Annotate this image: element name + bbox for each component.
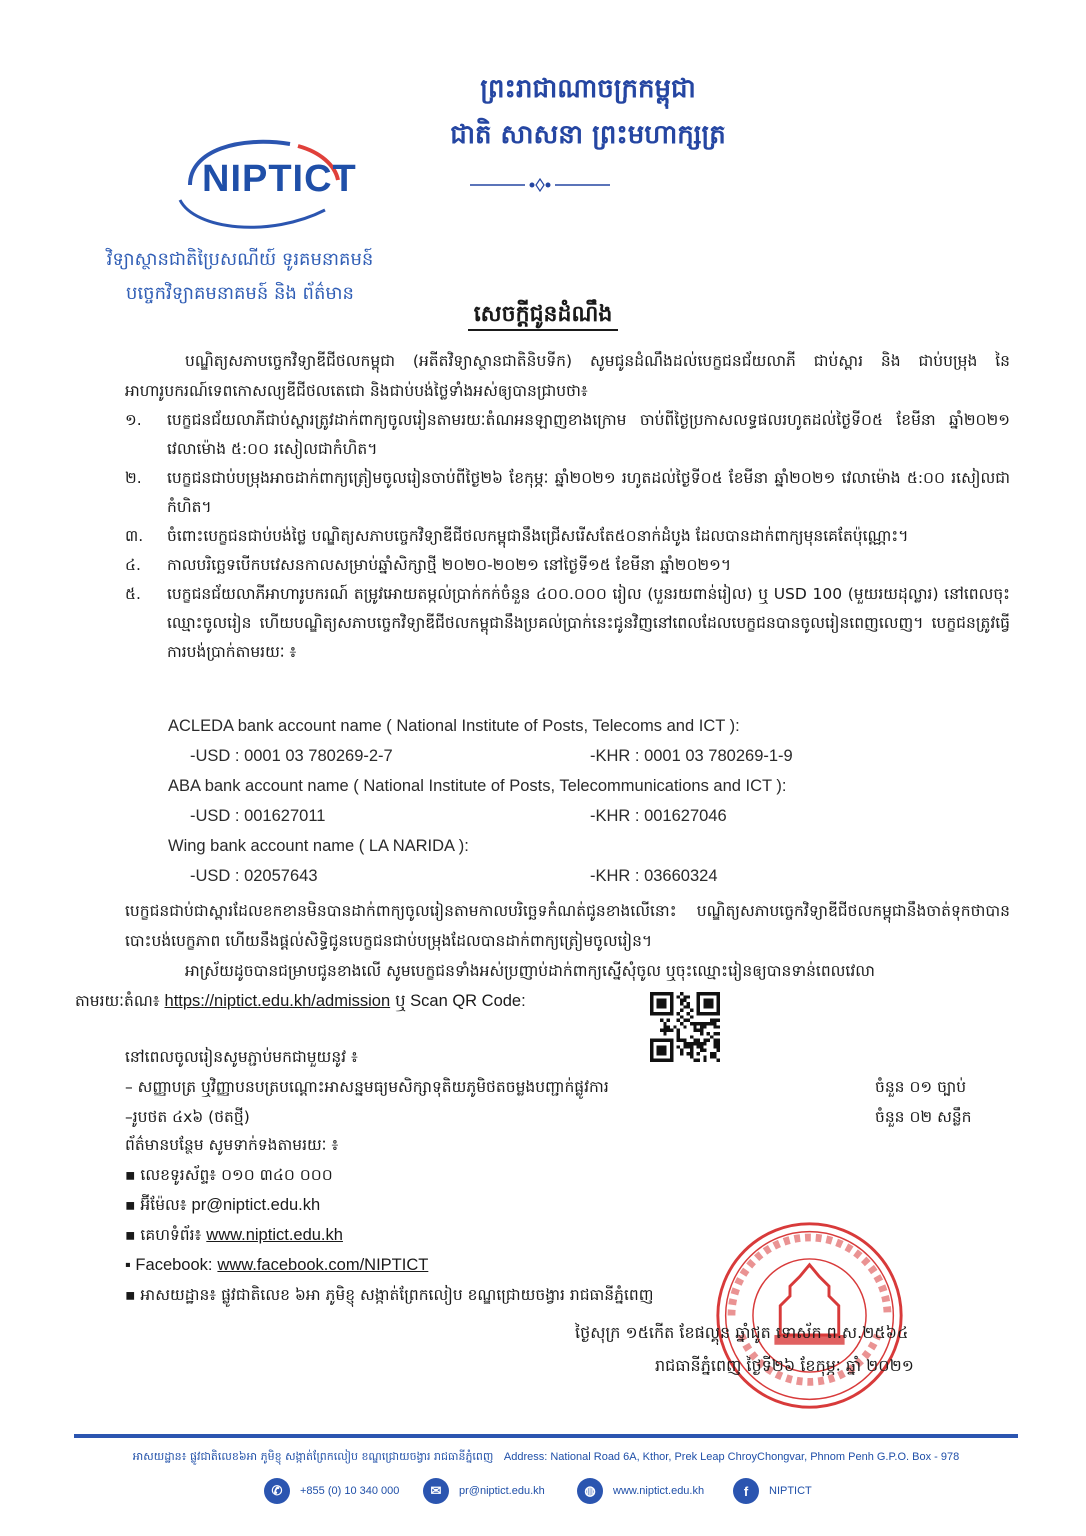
date-lunar: ថ្ងៃសុក្រ ១៥កើត ខែផល្គុន ឆ្នាំជូត ទោស័ក ព.ស.២៥៦៤ — [575, 1323, 909, 1342]
admission-link[interactable]: https://niptict.edu.kh/admission — [164, 992, 391, 1010]
footer-phone[interactable]: ✆ +855 (0) 10 340 000 — [264, 1478, 399, 1504]
logo-text: NIPTICT — [202, 158, 357, 200]
institute-line-2: បច្ចេកវិទ្យាគមនាគមន៍ និង ព័ត៌មាន — [126, 283, 354, 304]
aba-title: ABA bank account name ( National Institute of Posts, Telecommunications and ICT ): — [168, 777, 787, 795]
date-solar: រាជធានីភ្នំពេញ ថ្ងៃទី២៦ ខែកុម្ភៈ ឆ្នាំ ២០២១ — [655, 1356, 914, 1375]
requirements-intro: នៅពេលចូលរៀនសូមភ្ជាប់មកជាមួយនូវ ៖ — [125, 1048, 358, 1066]
contact-email: ▪ អ៊ីម៉ែល៖ pr@niptict.edu.kh — [125, 1196, 321, 1214]
mail-icon: ✉ — [423, 1478, 449, 1504]
official-seal-stamp — [712, 1218, 907, 1413]
wing-khr: -KHR : 03660324 — [590, 867, 718, 885]
apply-paragraph: អាស្រ័យដូចបានជម្រាបជូនខាងលើ សូមបេក្ខជនទាំងអស់ប្រញាប់ដាក់ពាក្យស្នើសុំចូល ឬចុះឈ្មោះរៀនឲ្យបានទាន់ពេលវេលា — [185, 962, 875, 980]
wing-usd: -USD : 02057643 — [190, 867, 318, 885]
notice-body — [125, 346, 1010, 667]
footer-website[interactable]: ◍ www.niptict.edu.kh — [577, 1478, 704, 1504]
aba-usd: -USD : 001627011 — [190, 807, 326, 825]
acleda-title: ACLEDA bank account name ( National Institute of Posts, Telecoms and ICT ): — [168, 717, 740, 735]
globe-icon: ◍ — [577, 1478, 603, 1504]
facebook-link[interactable]: www.facebook.com/NIPTICT — [217, 1256, 429, 1274]
phone-icon: ✆ — [264, 1478, 290, 1504]
contact-web: ▪ គេហទំព័រ៖ www.niptict.edu.kh — [125, 1226, 343, 1244]
contact-intro: ព័ត៌មានបន្ថែម សូមទាក់ទងតាមរយៈ ៖ — [125, 1136, 339, 1154]
aba-khr: -KHR : 001627046 — [590, 807, 727, 825]
requirements — [125, 1042, 1005, 1132]
footer-email[interactable]: ✉ pr@niptict.edu.kh — [423, 1478, 545, 1504]
kingdom-title: ព្រះរាជាណាចក្រកម្ពុជា — [480, 74, 696, 104]
footer-facebook[interactable]: f NIPTICT — [733, 1478, 812, 1504]
facebook-icon: f — [733, 1478, 759, 1504]
niptict-logo — [150, 130, 370, 240]
notice-items — [125, 406, 1010, 667]
notice-title: សេចក្តីជូនដំណឹង — [0, 300, 1086, 332]
requirement-row-1: – សញ្ញាបត្រ ឬវិញ្ញាបនបត្របណ្តោះអាសន្នមធ្យមសិក្សាទុតិយភូមិថតចម្លងបញ្ជាក់ផ្លូវការ ចំនួន ០១ ច្បាប់ — [125, 1078, 967, 1096]
institute-line-1: វិទ្យាស្ថានជាតិប្រៃសណីយ៍ ទូរគមនាគមន៍ — [106, 249, 374, 270]
wing-title: Wing bank account name ( LA NARIDA ): — [168, 837, 469, 855]
link-line: តាមរយៈតំណ៖ https://niptict.edu.kh/admission ឬ Scan QR Code: — [75, 992, 526, 1010]
notice-item-3: ៣. ចំពោះបេក្ខជនជាប់បង់ថ្លៃ បណ្ឌិត្យសភាបច្ចេកវិទ្យាឌីជីថលកម្ពុជានឹងជ្រើសរើសតែ៥០នាក់ដំបូង ដែលបានដាក់ពាក្យមុនគេតែប៉ុណ្ណោះ។ — [125, 527, 909, 545]
contact-phone: ▪ លេខទូរស័ព្ទ៖ ០១០ ៣៤០ ០០០ — [125, 1166, 333, 1184]
contact-address: ▪ អាសយដ្ឋាន៖ ផ្លូវជាតិលេខ ៦អា ភូមិខ្ញុ សង្កាត់ព្រែកលៀប ខណ្ឌជ្រោយចង្វារ រាជធានីភ្នំពេញ — [125, 1286, 654, 1304]
after-banks — [75, 896, 1010, 1016]
acleda-khr: -KHR : 0001 03 780269-1-9 — [590, 747, 793, 765]
email-link[interactable]: pr@niptict.edu.kh — [191, 1196, 321, 1214]
missed-deadline-paragraph: បេក្ខជនជាប់ជាស្ពារដែលខកខានមិនបានដាក់ពាក្យចូលរៀនតាមកាលបរិច្ឆេទកំណត់ជូនខាងលើនោះ បណ្ឌិត្យសភាបច្ចេកវិទ្យាឌីជីថលកម្ពុជានឹងចាត់ទុកថាបានបោះបង់បេក្ខភាព ហើយនឹងផ្តល់សិទ្ធិជូនបេក្ខជនជាប់បម្រុងដែលបានដាក់ពាក្យត្រៀមចូលរៀន។ — [125, 902, 1010, 950]
footer-contacts — [0, 1478, 1086, 1512]
notice-item-2: ២. បេក្ខជនជាប់បម្រុងអាចដាក់ពាក្យត្រៀមចូលរៀនចាប់ពីថ្ងៃ២៦ ខែកុម្ភៈ ឆ្នាំ២០២១ រហូតដល់ថ្ងៃទី០៥ ខែមីនា ឆ្នាំ២០២១ វេលាម៉ោង ៥:០០ រសៀលជាកំហិត។ — [125, 469, 1010, 516]
contact-facebook: ▪ Facebook: www.facebook.com/NIPTICT — [125, 1256, 429, 1274]
notice-item-1: ១. បេក្ខជនជ័យលាភីជាប់ស្ពារត្រូវដាក់ពាក្យចូលរៀនតាមរយៈតំណអនឡាញខាងក្រោម ចាប់ពីថ្ងៃប្រកាសលទ្ធផលរហូតដល់ថ្ងៃទី០៥ ខែមីនា ឆ្នាំ២០២១ វេលាម៉ោង ៥:០០ រសៀលជាកំហិត។ — [125, 411, 1010, 458]
footer-address: អាសយដ្ឋាន៖ ផ្លូវជាតិលេខ៦អា ភូមិខ្ញុ សង្កាត់ព្រែកលៀប ខណ្ឌជ្រោយចង្វារ រាជធានីភ្នំពេញ Address: National Road 6A, Kthor, Prek Leap ChroyChongvar, Phnom Penh G.P.O. Box - 978 — [132, 1450, 960, 1463]
kingdom-motto: ជាតិ សាសនា ព្រះមហាក្សត្រ — [450, 120, 726, 150]
notice-intro: បណ្ឌិត្យសភាបច្ចេកវិទ្យាឌីជីថលកម្ពុជា (អតីតវិទ្យាស្ថានជាតិនិបទីក) សូមជូនដំណឹងដល់បេក្ខជនជ័យលាភី ជាប់ស្ពារ និង ជាប់បម្រុង នៃអាហារូបករណ៍ទេពកោសល្យឌីជីថលតេជោ និងជាប់បង់ថ្លៃទាំងអស់ឲ្យបានជ្រាបថា៖ — [125, 352, 1010, 400]
acleda-usd: -USD : 0001 03 780269-2-7 — [190, 747, 393, 765]
notice-item-4: ៤. កាលបរិច្ឆេទបើកបវេសនកាលសម្រាប់ឆ្នាំសិក្សាថ្មី ២០២០-២០២១ នៅថ្ងៃទី១៥ ខែមីនា ឆ្នាំ២០២១។ — [125, 556, 732, 574]
footer-divider — [74, 1434, 1018, 1438]
notice-item-5: ៥. បេក្ខជនជ័យលាភីអាហារូបករណ៍ តម្រូវអោយតម្កល់ប្រាក់កក់ចំនួន ៤០០.០០០ រៀល (បួនរយពាន់រៀល) ឬ USD 100 (មួយរយដុល្លារ) នៅពេលចុះឈ្មោះចូលរៀន ហើយបណ្ឌិត្យសភាបច្ចេកវិទ្យាឌីជីថលកម្ពុជានឹងប្រគល់ប្រាក់នេះជូនវិញនៅពេលដែលបេក្ខជនបានចូលរៀនពេញលេញ។ បេក្ខជនត្រូវធ្វើការបង់ប្រាក់តាមរយៈ ៖ — [125, 585, 1010, 661]
ornament-divider — [470, 178, 610, 192]
requirement-row-2: –រូបថត ៤x៦ (ថតថ្មី) ចំនួន ០២ សន្លឹក — [125, 1108, 972, 1126]
website-link[interactable]: www.niptict.edu.kh — [206, 1226, 343, 1244]
